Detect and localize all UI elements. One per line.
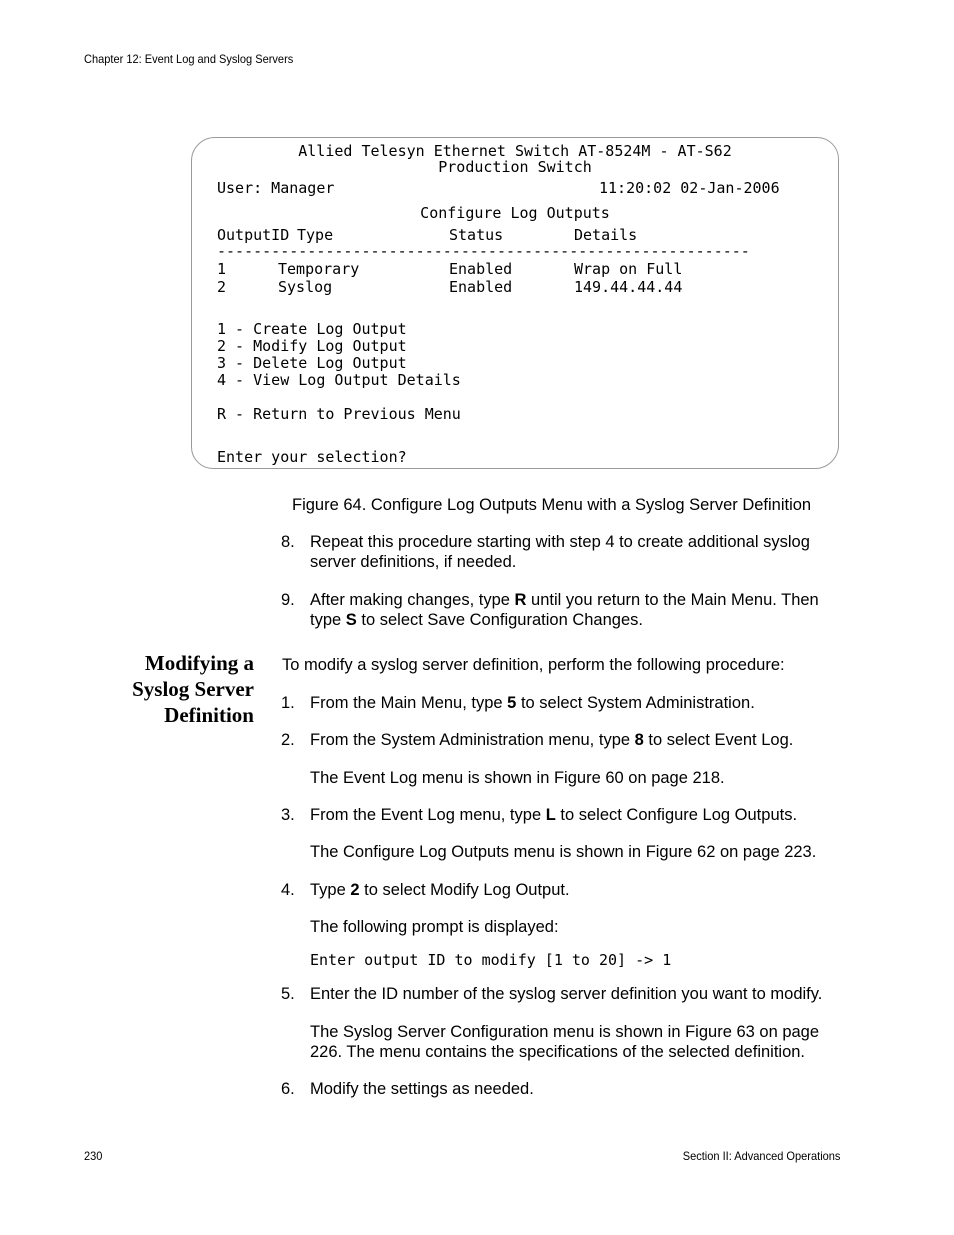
text: to select Save Configuration Changes. bbox=[356, 611, 643, 629]
menu-option-create: 1 - Create Log Output bbox=[217, 320, 407, 338]
step-number: 4. bbox=[281, 881, 295, 899]
step-line: Repeat this procedure starting with step 4 to create additional syslog bbox=[310, 533, 810, 551]
text: to select Event Log. bbox=[643, 731, 794, 749]
text: From the Main Menu, type bbox=[310, 694, 508, 712]
terminal-title: Allied Telesyn Ethernet Switch AT-8524M - AT-S62 bbox=[298, 142, 732, 160]
heading-line: Syslog Server bbox=[132, 677, 254, 701]
running-header: Chapter 12: Event Log and Syslog Servers bbox=[84, 52, 294, 66]
text: Type bbox=[310, 881, 351, 899]
row-status: Enabled bbox=[449, 278, 513, 296]
text: to select Modify Log Output. bbox=[359, 881, 570, 899]
step-note: The Configure Log Outputs menu is shown in Figure 62 on page 223. bbox=[310, 843, 817, 861]
figure-caption: Figure 64. Configure Log Outputs Menu with a Syslog Server Definition bbox=[292, 496, 812, 514]
key: S bbox=[345, 611, 357, 629]
step-number: 2. bbox=[281, 731, 295, 749]
running-footer: Section II: Advanced Operations bbox=[682, 1149, 840, 1163]
step-number: 5. bbox=[281, 985, 295, 1003]
step-note: The following prompt is displayed: bbox=[310, 918, 559, 936]
step-line: server definitions, if needed. bbox=[310, 553, 517, 571]
step-note bbox=[310, 1022, 850, 1062]
step-text bbox=[310, 693, 850, 713]
text: type bbox=[310, 611, 346, 629]
key: 2 bbox=[350, 881, 360, 899]
text: to select Configure Log Outputs. bbox=[555, 806, 798, 824]
step-number: 6. bbox=[281, 1080, 295, 1098]
step-number: 8. bbox=[281, 533, 295, 551]
column-header-details: Details bbox=[574, 226, 638, 244]
section-intro: To modify a syslog server definition, perform the following procedure: bbox=[282, 656, 785, 674]
terminal-prompt: Enter your selection? bbox=[217, 448, 407, 466]
page-number: 230 bbox=[84, 1149, 103, 1163]
terminal-subtitle: Production Switch bbox=[438, 158, 592, 176]
row-details: Wrap on Full bbox=[574, 260, 683, 278]
menu-option-modify: 2 - Modify Log Output bbox=[217, 337, 407, 355]
column-header-output-id: OutputID bbox=[217, 226, 290, 244]
section-heading bbox=[132, 650, 254, 728]
menu-option-view: 4 - View Log Output Details bbox=[217, 371, 461, 389]
step-text bbox=[310, 532, 850, 572]
step-text bbox=[310, 805, 850, 825]
heading-line: Modifying a bbox=[144, 651, 254, 675]
key: 8 bbox=[634, 731, 644, 749]
text: After making changes, type bbox=[310, 591, 515, 609]
heading-line: Definition bbox=[164, 703, 254, 727]
row-status: Enabled bbox=[449, 260, 513, 278]
terminal-user: User: Manager bbox=[217, 179, 335, 197]
note-line: The Syslog Server Configuration menu is shown in Figure 63 on page bbox=[310, 1023, 820, 1041]
table-divider: ----------------------------------------------------------- bbox=[217, 242, 750, 260]
row-details: 149.44.44.44 bbox=[574, 278, 683, 296]
menu-option-delete: 3 - Delete Log Output bbox=[217, 354, 407, 372]
step-number: 3. bbox=[281, 806, 295, 824]
code-prompt: Enter output ID to modify [1 to 20] -> 1 bbox=[310, 951, 672, 969]
note-line: 226. The menu contains the specifications of the selected definition. bbox=[310, 1043, 806, 1061]
step-text bbox=[310, 590, 850, 630]
step-number: 9. bbox=[281, 591, 295, 609]
text: From the Event Log menu, type bbox=[310, 806, 546, 824]
menu-option-return: R - Return to Previous Menu bbox=[217, 405, 461, 423]
row-type: Syslog bbox=[278, 278, 333, 296]
column-header-status: Status bbox=[449, 226, 504, 244]
step-note: The Event Log menu is shown in Figure 60 on page 218. bbox=[310, 769, 725, 787]
step-number: 1. bbox=[281, 694, 295, 712]
step-text: Modify the settings as needed. bbox=[310, 1080, 534, 1098]
text: From the System Administration menu, type bbox=[310, 731, 635, 749]
text: to select System Administration. bbox=[516, 694, 755, 712]
terminal-datetime: 11:20:02 02-Jan-2006 bbox=[599, 179, 780, 197]
row-type: Temporary bbox=[278, 260, 360, 278]
terminal-menu-title: Configure Log Outputs bbox=[420, 204, 610, 222]
step-text bbox=[310, 730, 850, 750]
key: 5 bbox=[507, 694, 517, 712]
text: until you return to the Main Menu. Then bbox=[526, 591, 819, 609]
step-text: Enter the ID number of the syslog server definition you want to modify. bbox=[310, 985, 823, 1003]
row-id: 1 bbox=[217, 260, 227, 278]
step-text bbox=[310, 880, 850, 900]
key: R bbox=[514, 591, 527, 609]
row-id: 2 bbox=[217, 278, 227, 296]
key: L bbox=[545, 806, 556, 824]
column-header-type: Type bbox=[297, 226, 334, 244]
